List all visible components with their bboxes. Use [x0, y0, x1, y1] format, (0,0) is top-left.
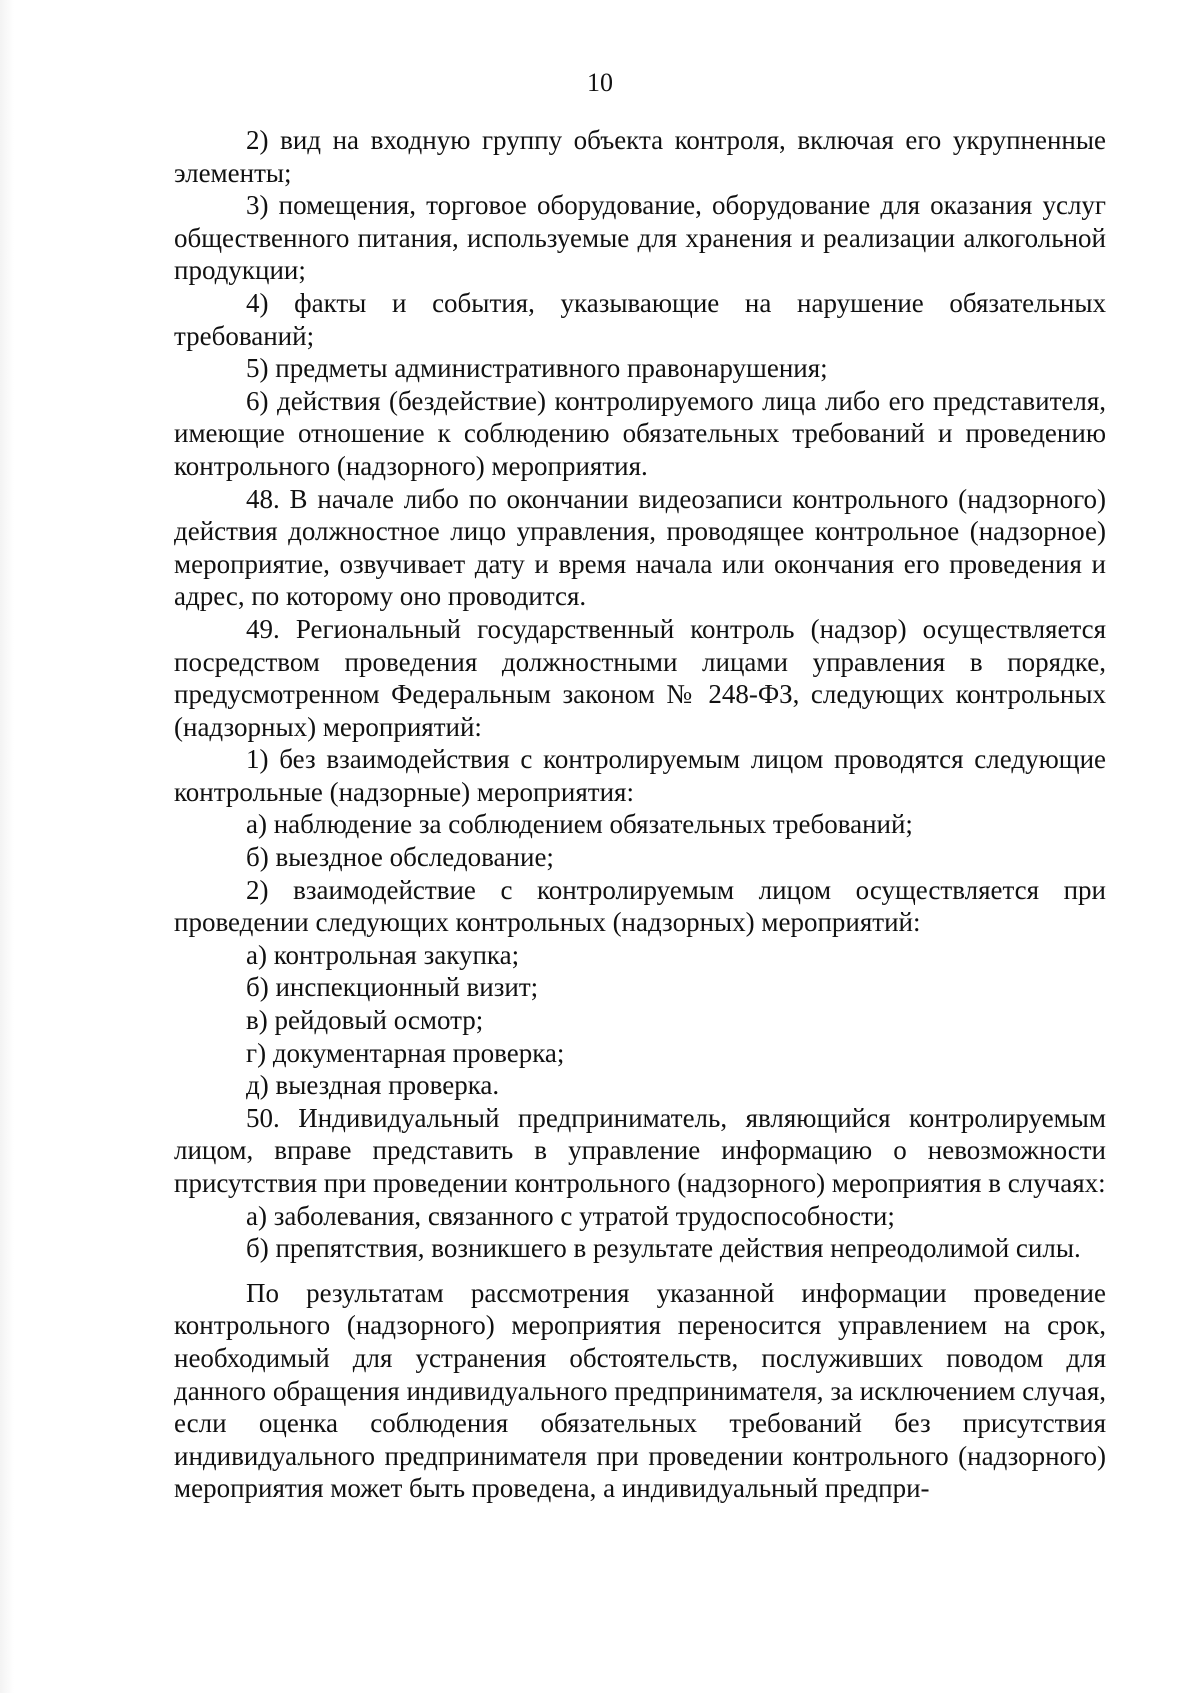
- paragraph-subitem-2v: в) рейдовый осмотр;: [246, 1005, 484, 1036]
- paragraph-subitem-2: 2) взаимодействие с контролируемым лицом осуществляется при проведении следующих контрольных (надзорных) мероприятий:: [174, 874, 1106, 938]
- paragraph-case-b: б) препятствия, возникшего в результате действия непреодолимой силы.: [246, 1233, 1081, 1264]
- paragraph-case-a: а) заболевания, связанного с утратой трудоспособности;: [246, 1200, 895, 1231]
- page-number: 10: [587, 68, 613, 97]
- paragraph-subitem-1a: а) наблюдение за соблюдением обязательных требований;: [246, 809, 913, 840]
- paragraph-subitem-2d: д) выездная проверка.: [246, 1070, 500, 1101]
- paragraph-item-3: 3) помещения, торговое оборудование, оборудование для оказания услуг общественного питания, используемые для хранения и реализации алкогольной продукции;: [174, 190, 1106, 286]
- paragraph-clause-49: 49. Региональный государственный контроль (надзор) осуществляется посредством проведения должностными лицами управления в порядке, предусмотренном Федеральным законом № 248-ФЗ, следующих контрольных (надзорных) мероприятий:: [174, 613, 1106, 742]
- scan-edge: [0, 0, 14, 1693]
- paragraph-clause-50: 50. Индивидуальный предприниматель, являющийся контролируемым лицом, вправе представить в управление информацию о невозможности присутствия при проведении контрольного (надзорного) мероприятия в случаях:: [174, 1102, 1106, 1198]
- paragraph-subitem-2g: г) документарная проверка;: [246, 1037, 565, 1068]
- paragraph-item-5: 5) предметы административного правонарушения;: [246, 353, 828, 384]
- paragraph-subitem-2b: б) инспекционный визит;: [246, 972, 539, 1003]
- paragraph-subitem-2a: а) контрольная закупка;: [246, 939, 520, 970]
- paragraph-subitem-1b: б) выездное обследование;: [246, 842, 554, 873]
- paragraph-clause-48: 48. В начале либо по окончании видеозаписи контрольного (надзорного) действия должностное лицо управления, проводящее контрольное (надзорное) мероприятие, озвучивает дату и время начала или окончания его проведения и адрес, по которому оно проводится.: [174, 483, 1106, 612]
- paragraph-subitem-1: 1) без взаимодействия с контролируемым лицом проводятся следующие контрольные (надзорные) мероприятия:: [174, 744, 1106, 807]
- paragraph-item-2: 2) вид на входную группу объекта контроля, включая его укрупненные элементы;: [174, 125, 1106, 188]
- paragraph-item-6: 6) действия (бездействие) контролируемого лица либо его представителя, имеющие отношение к соблюдению обязательных требований и проведению контрольного (надзорного) мероприятия.: [174, 385, 1106, 481]
- paragraph-item-4: 4) факты и события, указывающие на нарушение обязательных требований;: [174, 287, 1106, 351]
- paragraph-results: По результатам рассмотрения указанной информации проведение контрольного (надзорного) мероприятия переносится управлением на срок, необходимый для устранения обстоятельств, послуживших поводом для данного обращения индивидуального предпринимателя, за исключением случая, если оценка соблюдения обязательных требований без присутствия индивидуального предпринимателя при проведении контрольного (надзорного) мероприятия может быть проведена, а индивидуальный предпри-: [174, 1277, 1106, 1504]
- document-body: [174, 124, 1106, 1505]
